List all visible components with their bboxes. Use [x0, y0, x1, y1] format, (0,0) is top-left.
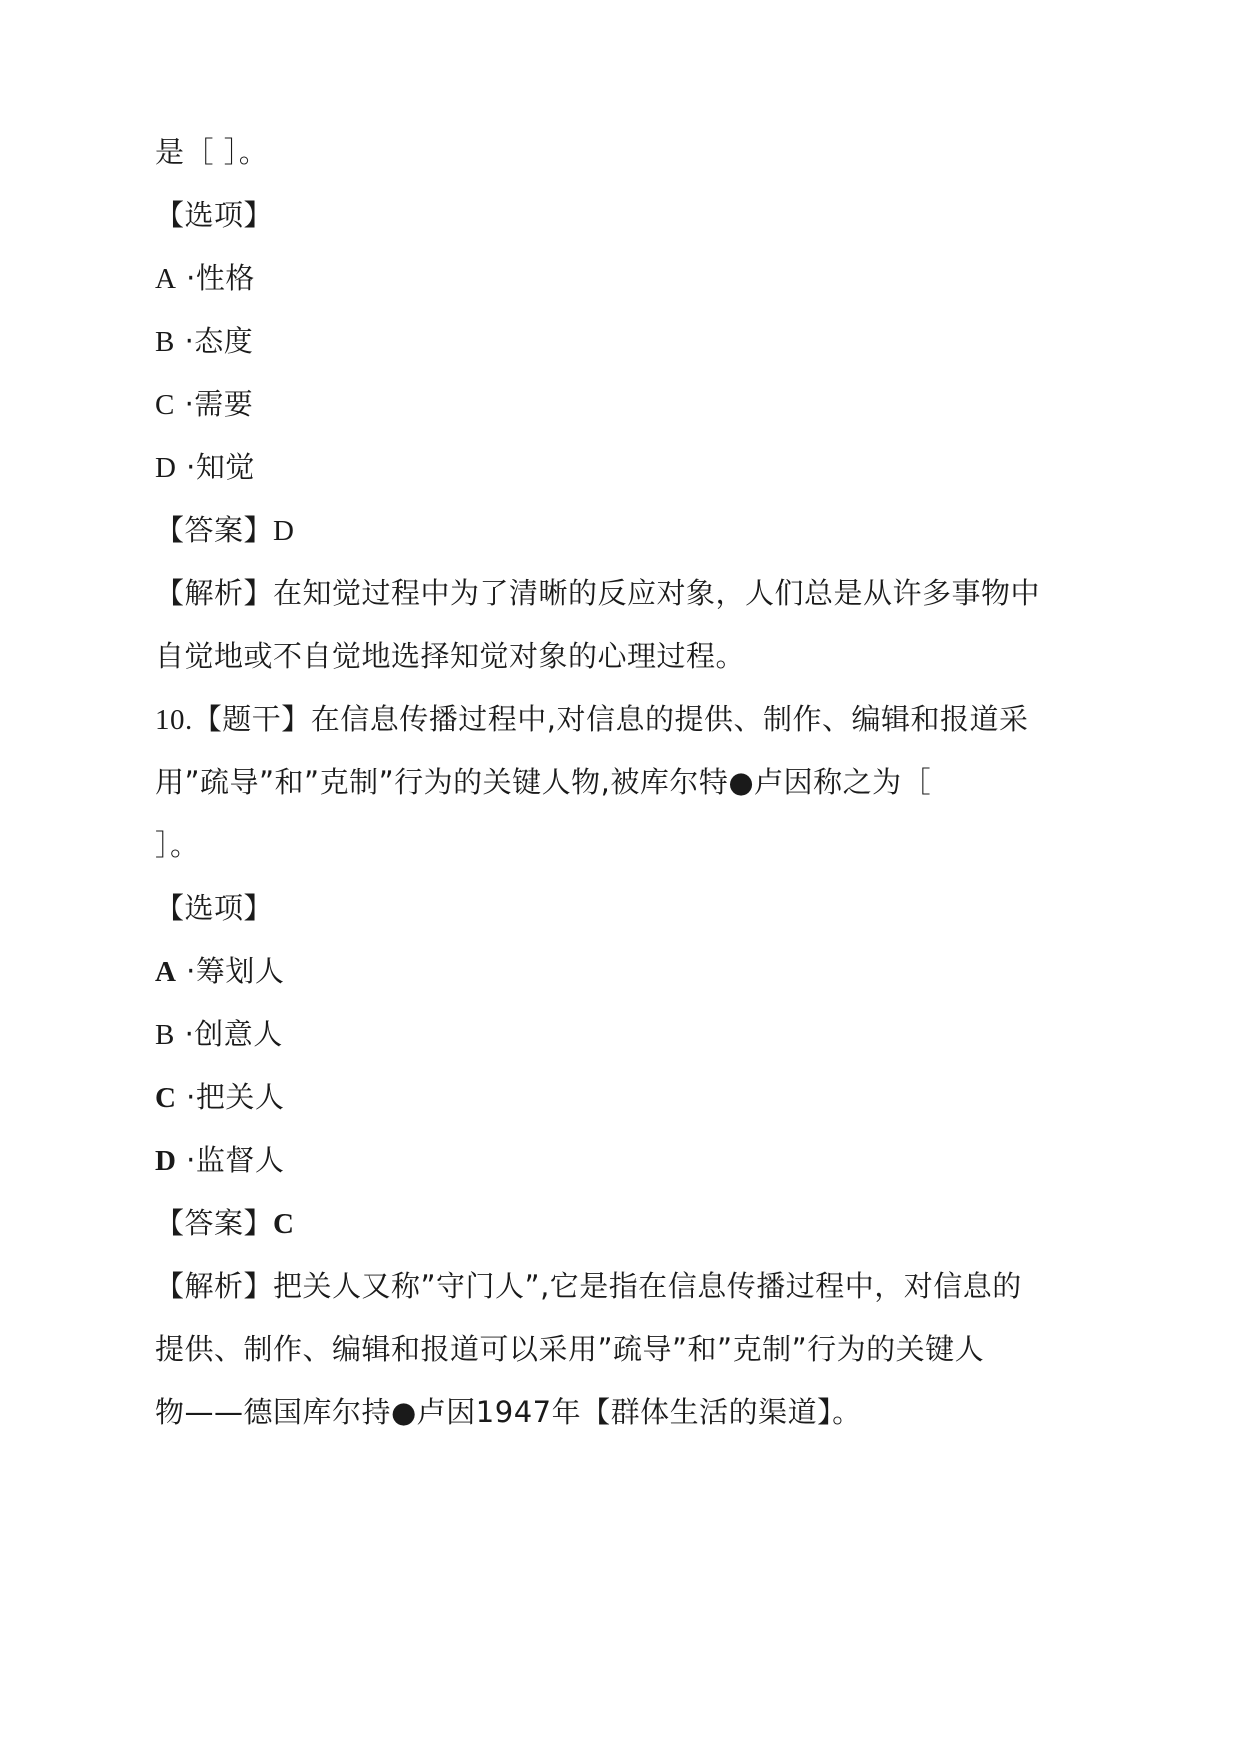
option-text: ·需要: [184, 387, 254, 421]
option-letter: D: [155, 452, 177, 484]
q10-option-d: [155, 1142, 284, 1179]
answer-value: D: [273, 515, 295, 547]
stem-label: 【题干】: [192, 702, 311, 736]
option-text: ·筹划人: [186, 954, 285, 988]
q9-analysis-line-1: [155, 575, 1040, 611]
answer-value: C: [273, 1208, 295, 1240]
option-letter: C: [155, 389, 175, 421]
q10-analysis-line-3: 物——德国库尔持●卢因1947年【群体生活的渠道】。: [155, 1395, 862, 1429]
option-text: ·创意人: [184, 1017, 283, 1051]
option-text: ·监督人: [186, 1143, 285, 1177]
q10-analysis-line-2: 提供、制作、编辑和报道可以采用”疏导”和”克制”行为的关键人: [155, 1332, 985, 1366]
q10-analysis-line-1: [155, 1268, 1022, 1304]
q9-option-c: [155, 386, 253, 423]
stem-text: 在信息传播过程中,对信息的提供、制作、编辑和报道采: [310, 702, 1029, 736]
q10-stem-line-2: 用”疏导”和”克制”行为的关键人物,被库尔特●卢因称之为［: [155, 765, 932, 799]
q9-stem-tail: 是［ ］。: [155, 135, 269, 169]
q10-option-c: [155, 1079, 284, 1116]
q10-answer: [155, 1205, 294, 1242]
option-letter: A: [155, 263, 177, 295]
option-letter: D: [155, 1145, 177, 1177]
analysis-text: 在知觉过程中为了清晰的反应对象，人们总是从许多事物中: [273, 576, 1041, 610]
option-letter: C: [155, 1082, 177, 1114]
option-text: ·把关人: [186, 1080, 285, 1114]
question-number: 10.: [155, 704, 193, 736]
option-letter: B: [155, 1019, 175, 1051]
q9-options-header: 【选项】: [155, 198, 274, 232]
q9-option-a: [155, 260, 255, 297]
q9-option-b: [155, 323, 253, 360]
option-letter: B: [155, 326, 175, 358]
q10-options-header: 【选项】: [155, 891, 274, 925]
q9-answer: [155, 512, 294, 549]
option-text: ·态度: [184, 324, 254, 358]
q10-stem-line-3: ］。: [155, 828, 200, 862]
option-text: ·知觉: [186, 450, 255, 484]
analysis-label: 【解析】: [155, 1269, 274, 1303]
q10-option-b: [155, 1016, 283, 1053]
analysis-text: 把关人又称”守门人”,它是指在信息传播过程中，对信息的: [273, 1269, 1022, 1303]
analysis-label: 【解析】: [155, 576, 274, 610]
option-text: ·性格: [186, 261, 255, 295]
option-letter: A: [155, 956, 177, 988]
q10-stem-line-1: [155, 701, 1029, 738]
q9-option-d: [155, 449, 255, 486]
answer-label: 【答案】: [155, 513, 274, 547]
q10-option-a: [155, 953, 284, 990]
q9-analysis-line-2: 自觉地或不自觉地选择知觉对象的心理过程。: [155, 639, 746, 673]
answer-label: 【答案】: [155, 1206, 274, 1240]
